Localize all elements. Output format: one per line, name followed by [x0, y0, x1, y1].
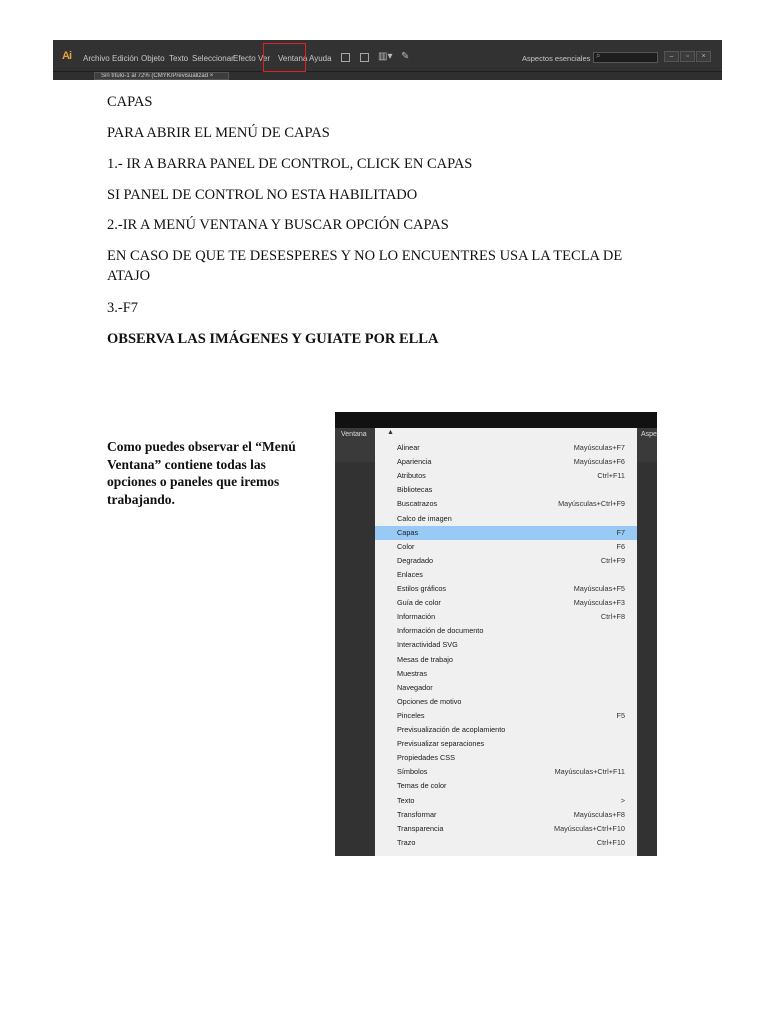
menu-item-shortcut: Mayúsculas+F8: [573, 809, 625, 819]
doc-step-2: 2.-IR A MENÚ VENTANA Y BUSCAR OPCIÓN CAPAS: [107, 217, 449, 233]
menu-item-bibliotecas[interactable]: [375, 483, 637, 497]
menu-item-buscatrazos[interactable]: [375, 497, 637, 511]
screenshot-top-bar: [335, 412, 657, 428]
menu-item-transformar[interactable]: [375, 808, 637, 822]
menu-item-shortcut: F7: [616, 527, 625, 537]
menu-item-propiedades-css[interactable]: [375, 751, 637, 765]
search-input[interactable]: [593, 52, 658, 63]
menu-item-label: Opciones de motivo: [397, 696, 462, 706]
menu-item-label: Pinceles: [397, 710, 425, 720]
menu-item-label: Transformar: [397, 809, 437, 819]
menu-item-label: Navegador: [397, 682, 433, 692]
menu-item-alinear[interactable]: [375, 441, 637, 455]
document-tab[interactable]: Sin título-1 al 72% (CMYK/Previsualizad ×: [94, 72, 229, 80]
menu-item-label: Previsualizar separaciones: [397, 739, 485, 749]
menu-item-label: Temas de color: [397, 781, 447, 791]
menu-item-label: Propiedades CSS: [397, 753, 456, 763]
menu-item-label: Información: [397, 612, 436, 622]
menu-item-label: Muestras: [397, 668, 428, 678]
stock-icon[interactable]: [360, 53, 369, 62]
menu-item-opciones-de-motivo[interactable]: [375, 695, 637, 709]
close-button[interactable]: ×: [696, 51, 711, 62]
scroll-up-arrow-icon[interactable]: ▲: [387, 429, 394, 436]
menu-caption: Como puedes observar el “Menú Ventana” contiene todas las opciones o paneles que iremos trabajando.: [107, 439, 296, 507]
menu-item-enlaces[interactable]: [375, 568, 637, 582]
menu-ayuda[interactable]: Ayuda: [309, 54, 332, 63]
doc-line-atajo: EN CASO DE QUE TE DESESPERES Y NO LO ENCUENTRES USA LA TECLA DE ATAJO: [107, 248, 623, 284]
menu-item-label: Alinear: [397, 443, 420, 452]
menu-item-trazo[interactable]: [375, 836, 637, 850]
menu-edicion[interactable]: Edición: [112, 54, 139, 63]
workspace-switcher[interactable]: Aspectos esenciales: [522, 54, 591, 63]
doc-line-panel-control: SI PANEL DE CONTROL NO ESTA HABILITADO: [107, 187, 418, 203]
bridge-icon[interactable]: [341, 53, 350, 62]
maximize-button[interactable]: ▫: [680, 51, 695, 62]
menu-item-informacion[interactable]: [375, 610, 637, 624]
arrange-documents-icon[interactable]: ▥▾: [378, 51, 393, 62]
workspace-tab-partial: Aspe: [637, 428, 657, 462]
search-icon: ⌕: [596, 51, 601, 60]
menu-item-temas-de-color[interactable]: [375, 779, 637, 793]
doc-instruction-observa: OBSERVA LAS IMÁGENES Y GUIATE POR ELLA: [107, 331, 439, 347]
menu-item-label: Enlaces: [397, 569, 423, 579]
menu-item-label: Color: [397, 541, 415, 551]
menu-item-shortcut: Mayúsculas+Ctrl+F11: [554, 767, 625, 777]
menu-item-label: Texto: [397, 795, 415, 805]
menu-item-label: Mesas de trabajo: [397, 654, 453, 664]
ventana-menu-screenshot: [335, 412, 657, 856]
menu-item-shortcut: Ctrl+F10: [596, 837, 625, 847]
menu-item-label: Símbolos: [397, 767, 428, 777]
menu-item-shortcut: Ctrl+F8: [600, 612, 625, 622]
menu-item-label: Estilos gráficos: [397, 584, 447, 593]
menu-item-shortcut: Mayúsculas+Ctrl+F10: [554, 823, 625, 833]
menu-item-muestras[interactable]: [375, 667, 637, 681]
minimize-button[interactable]: –: [664, 51, 679, 62]
menu-item-shortcut: Mayúsculas+F7: [573, 443, 625, 452]
menu-item-shortcut: >: [620, 795, 625, 805]
menu-item-guia-de-color[interactable]: [375, 596, 637, 610]
menu-item-previsualizacion-de-acoplamiento[interactable]: [375, 723, 637, 737]
menu-item-label: Información de documento: [397, 626, 484, 636]
menu-item-calco-de-imagen[interactable]: [375, 512, 637, 526]
menu-item-shortcut: Mayúsculas+F6: [573, 457, 625, 467]
menu-item-interactividad-svg[interactable]: [375, 638, 637, 652]
menu-item-shortcut: F5: [616, 710, 625, 720]
menu-item-pinceles[interactable]: [375, 709, 637, 723]
menu-item-label: Interactividad SVG: [397, 640, 458, 650]
menu-item-informacion-de-documento[interactable]: [375, 624, 637, 638]
menu-item-label: Calco de imagen: [397, 513, 452, 523]
menu-item-label: Bibliotecas: [397, 485, 433, 495]
menu-item-simbolos[interactable]: [375, 765, 637, 779]
menu-item-navegador[interactable]: [375, 681, 637, 695]
menu-item-label: Buscatrazos: [397, 499, 438, 509]
menu-item-shortcut: Ctrl+F11: [597, 471, 625, 481]
menu-item-apariencia[interactable]: [375, 455, 637, 469]
ventana-dropdown-menu: [375, 428, 637, 856]
menu-item-atributos[interactable]: [375, 469, 637, 483]
menu-archivo[interactable]: Archivo: [83, 54, 110, 63]
menu-item-shortcut: Mayúsculas+F3: [573, 598, 625, 608]
ventana-menu-tab[interactable]: Ventana: [335, 428, 375, 462]
menu-item-shortcut: F6: [616, 541, 625, 551]
menu-item-label: Transparencia: [397, 823, 444, 833]
menu-seleccionar[interactable]: Seleccionar: [192, 54, 234, 63]
doc-step-3: 3.-F7: [107, 300, 139, 316]
menu-item-mesas-de-trabajo[interactable]: [375, 653, 637, 667]
menu-item-estilos-graficos[interactable]: [375, 582, 637, 596]
menu-item-previsualizar-separaciones[interactable]: [375, 737, 637, 751]
menu-efecto[interactable]: Efecto: [233, 54, 256, 63]
menu-item-label: Degradado: [397, 555, 434, 565]
menu-item-texto[interactable]: [375, 794, 637, 808]
menu-item-label: Atributos: [397, 471, 426, 481]
menu-item-capas[interactable]: [375, 526, 637, 540]
menu-objeto[interactable]: Objeto: [141, 54, 165, 63]
menu-item-label: Previsualización de acoplamiento: [397, 725, 506, 734]
menu-item-color[interactable]: [375, 540, 637, 554]
menu-item-shortcut: Ctrl+F9: [600, 555, 625, 565]
doc-step-1: 1.- IR A BARRA PANEL DE CONTROL, CLICK EN CAPAS: [107, 156, 473, 172]
doc-heading-capas: CAPAS: [107, 94, 153, 110]
menu-item-shortcut: Mayúsculas+F5: [573, 584, 625, 593]
ventana-highlight-box: [263, 43, 306, 72]
menu-item-label: Apariencia: [397, 457, 432, 467]
gpu-performance-icon[interactable]: ✎: [401, 51, 410, 62]
menu-item-label: Guía de color: [397, 598, 441, 608]
menu-texto[interactable]: Texto: [169, 54, 189, 63]
illustrator-logo: Ai: [62, 50, 71, 62]
menu-item-label: Trazo: [397, 837, 416, 847]
menu-ventana[interactable]: Ventana: [278, 54, 308, 63]
menu-item-shortcut: Mayúsculas+Ctrl+F9: [558, 499, 625, 509]
menu-item-transparencia[interactable]: [375, 822, 637, 836]
menu-item-degradado[interactable]: [375, 554, 637, 568]
menu-item-label: Capas: [397, 527, 419, 537]
doc-line-abrir-menu: PARA ABRIR EL MENÚ DE CAPAS: [107, 125, 330, 141]
illustrator-menubar-screenshot: [53, 40, 722, 80]
menu-ver[interactable]: Ver: [258, 54, 271, 63]
